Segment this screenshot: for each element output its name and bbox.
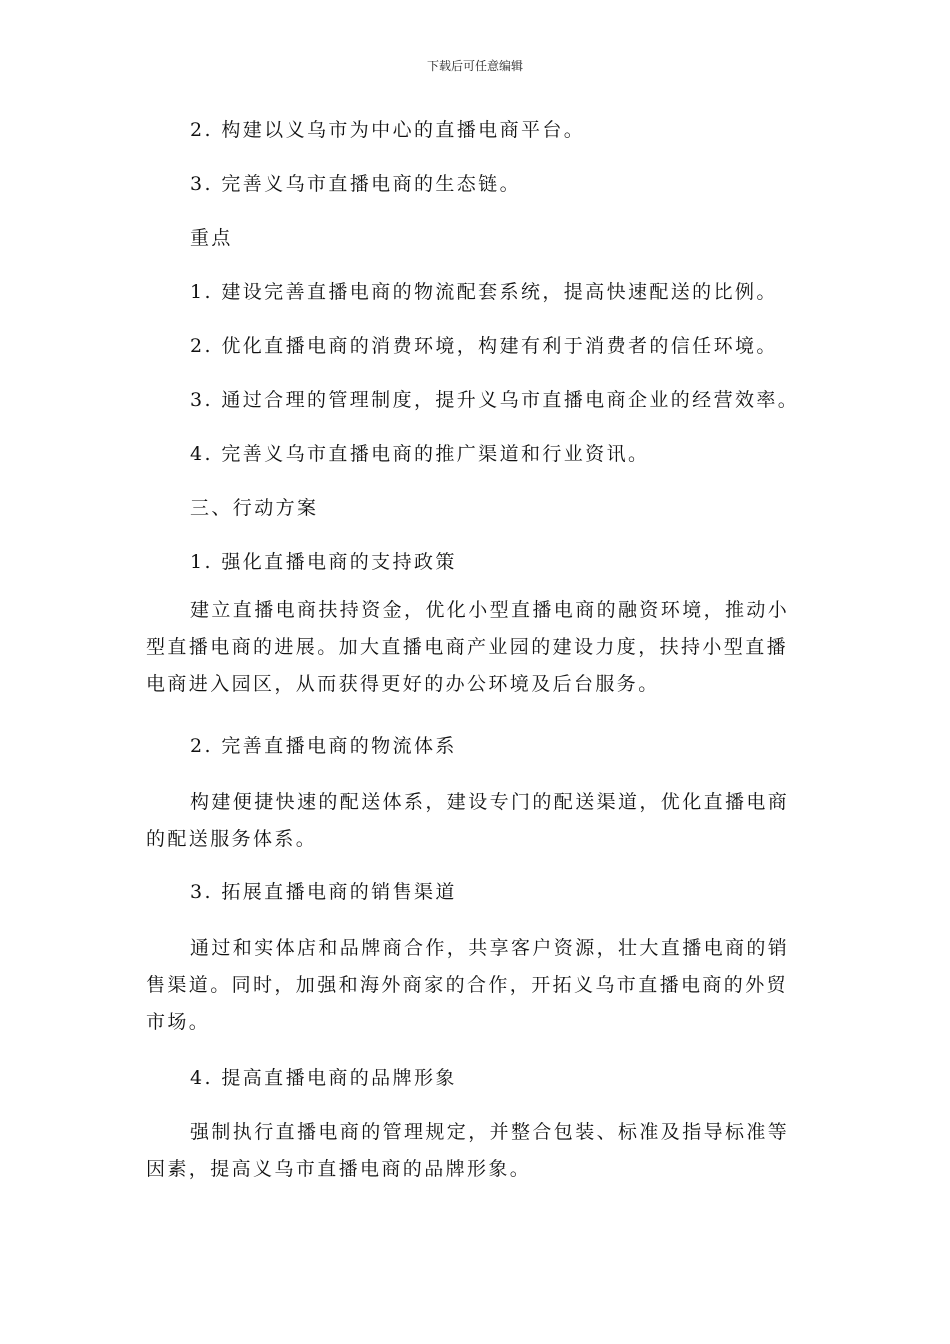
key-point-item-2: 2. 优化直播电商的消费环境，构建有利于消费者的信任环境。 [190,335,778,357]
action-paragraph-3: 通过和实体店和品牌商合作，共享客户资源，壮大直播电商的销售渠道。同时，加强和海外商家的合作，开拓义乌市直播电商的外贸市场。 [146,937,790,1033]
action-heading-4: 4. 提高直播电商的品牌形象 [190,1067,457,1089]
action-paragraph-2: 构建便捷快速的配送体系，建设专门的配送渠道，优化直播电商的配送服务体系。 [146,791,790,850]
key-point-item-4: 4. 完善义乌市直播电商的推广渠道和行业资讯。 [190,443,650,465]
action-heading-2: 2. 完善直播电商的物流体系 [190,735,457,757]
action-paragraph-1: 建立直播电商扶持资金，优化小型直播电商的融资环境，推动小型直播电商的进展。加大直播电商产业园的建设力度，扶持小型直播电商进入园区，从而获得更好的办公环境及后台服务。 [146,599,790,695]
page-header-note: 下载后可任意编辑 [426,59,523,73]
key-point-item-1: 1. 建设完善直播电商的物流配套系统，提高快速配送的比例。 [190,281,778,303]
section-heading-action-plan: 三、行动方案 [190,497,319,519]
key-point-item-3: 3. 通过合理的管理制度，提升义乌市直播电商企业的经营效率。 [190,389,800,411]
goal-item-3: 3. 完善义乌市直播电商的生态链。 [190,173,521,195]
goal-item-2: 2. 构建以义乌市为中心的直播电商平台。 [190,119,586,141]
action-heading-3: 3. 拓展直播电商的销售渠道 [190,881,457,903]
action-heading-1: 1. 强化直播电商的支持政策 [190,551,457,573]
key-points-heading: 重点 [190,227,233,249]
action-paragraph-4: 强制执行直播电商的管理规定，并整合包装、标准及指导标准等因素，提高义乌市直播电商的品牌形象。 [146,1121,790,1180]
